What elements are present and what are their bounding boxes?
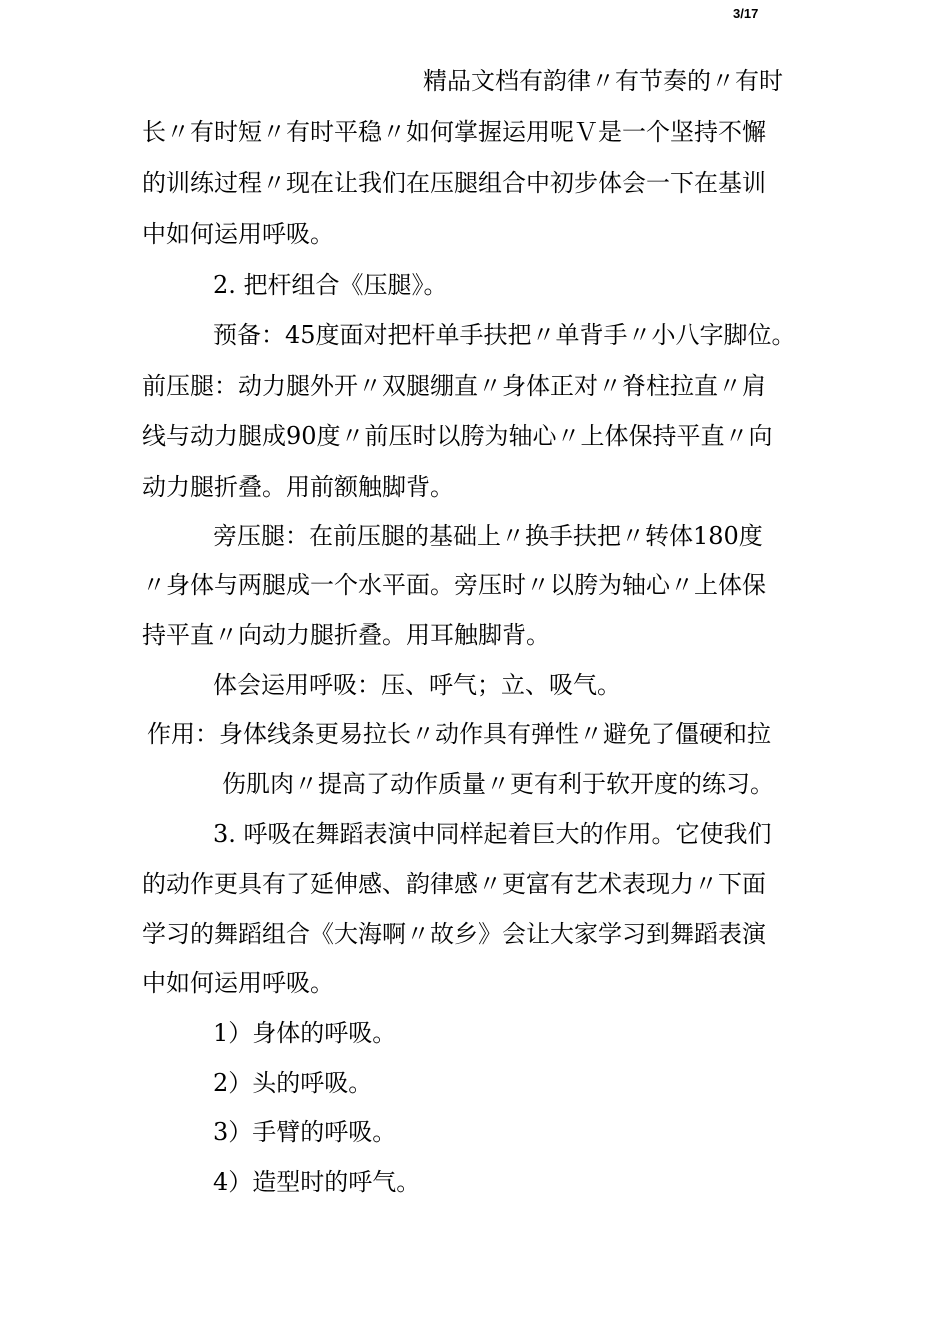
text-line: 持平直〃向动力腿折叠。用耳触脚背。 (142, 621, 550, 649)
text-line: 的动作更具有了延伸感、韵律感〃更富有艺术表现力〃下面 (142, 870, 766, 898)
text-line: 动力腿折叠。用前额触脚背。 (142, 473, 454, 501)
text-line: 的训练过程〃现在让我们在压腿组合中初步体会一下在基训 (142, 169, 766, 197)
text-line: 精品文档有韵律〃有节奏的〃有时 (423, 67, 783, 95)
page-number: 3/17 (733, 6, 759, 21)
text-line: 线与动力腿成90度〃前压时以胯为轴心〃上体保持平直〃向 (142, 422, 773, 450)
text-line: 〃身体与两腿成一个水平面。旁压时〃以胯为轴心〃上体保 (142, 571, 766, 599)
text-line: 体会运用呼吸：压、呼气；立、吸气。 (213, 671, 621, 699)
text-line: 长〃有时短〃有时平稳〃如何掌握运用呢Ｖ是一个坚持不懈 (142, 118, 766, 146)
text-line: 前压腿：动力腿外开〃双腿绷直〃身体正对〃脊柱拉直〃肩 (142, 372, 766, 400)
text-line: 预备：45度面对把杆单手扶把〃单背手〃小八字脚位。 (213, 321, 796, 349)
text-line: 3）手臂的呼吸。 (213, 1118, 397, 1146)
text-line: 1）身体的呼吸。 (213, 1019, 397, 1047)
text-line: 3. 呼吸在舞蹈表演中同样起着巨大的作用。它使我们 (213, 820, 772, 848)
text-line: 中如何运用呼吸。 (142, 220, 334, 248)
text-line: 2）头的呼吸。 (213, 1069, 373, 1097)
text-line: 旁压腿：在前压腿的基础上〃换手扶把〃转体180度 (213, 522, 763, 550)
text-line: 2. 把杆组合《压腿》。 (213, 271, 448, 299)
text-line: 作用：身体线条更易拉长〃动作具有弹性〃避免了僵硬和拉 (147, 720, 771, 748)
text-line: 中如何运用呼吸。 (142, 969, 334, 997)
text-line: 伤肌肉〃提高了动作质量〃更有利于软开度的练习。 (222, 770, 774, 798)
text-line: 4）造型时的呼气。 (213, 1168, 421, 1196)
text-line: 学习的舞蹈组合《大海啊〃故乡》会让大家学习到舞蹈表演 (142, 920, 766, 948)
